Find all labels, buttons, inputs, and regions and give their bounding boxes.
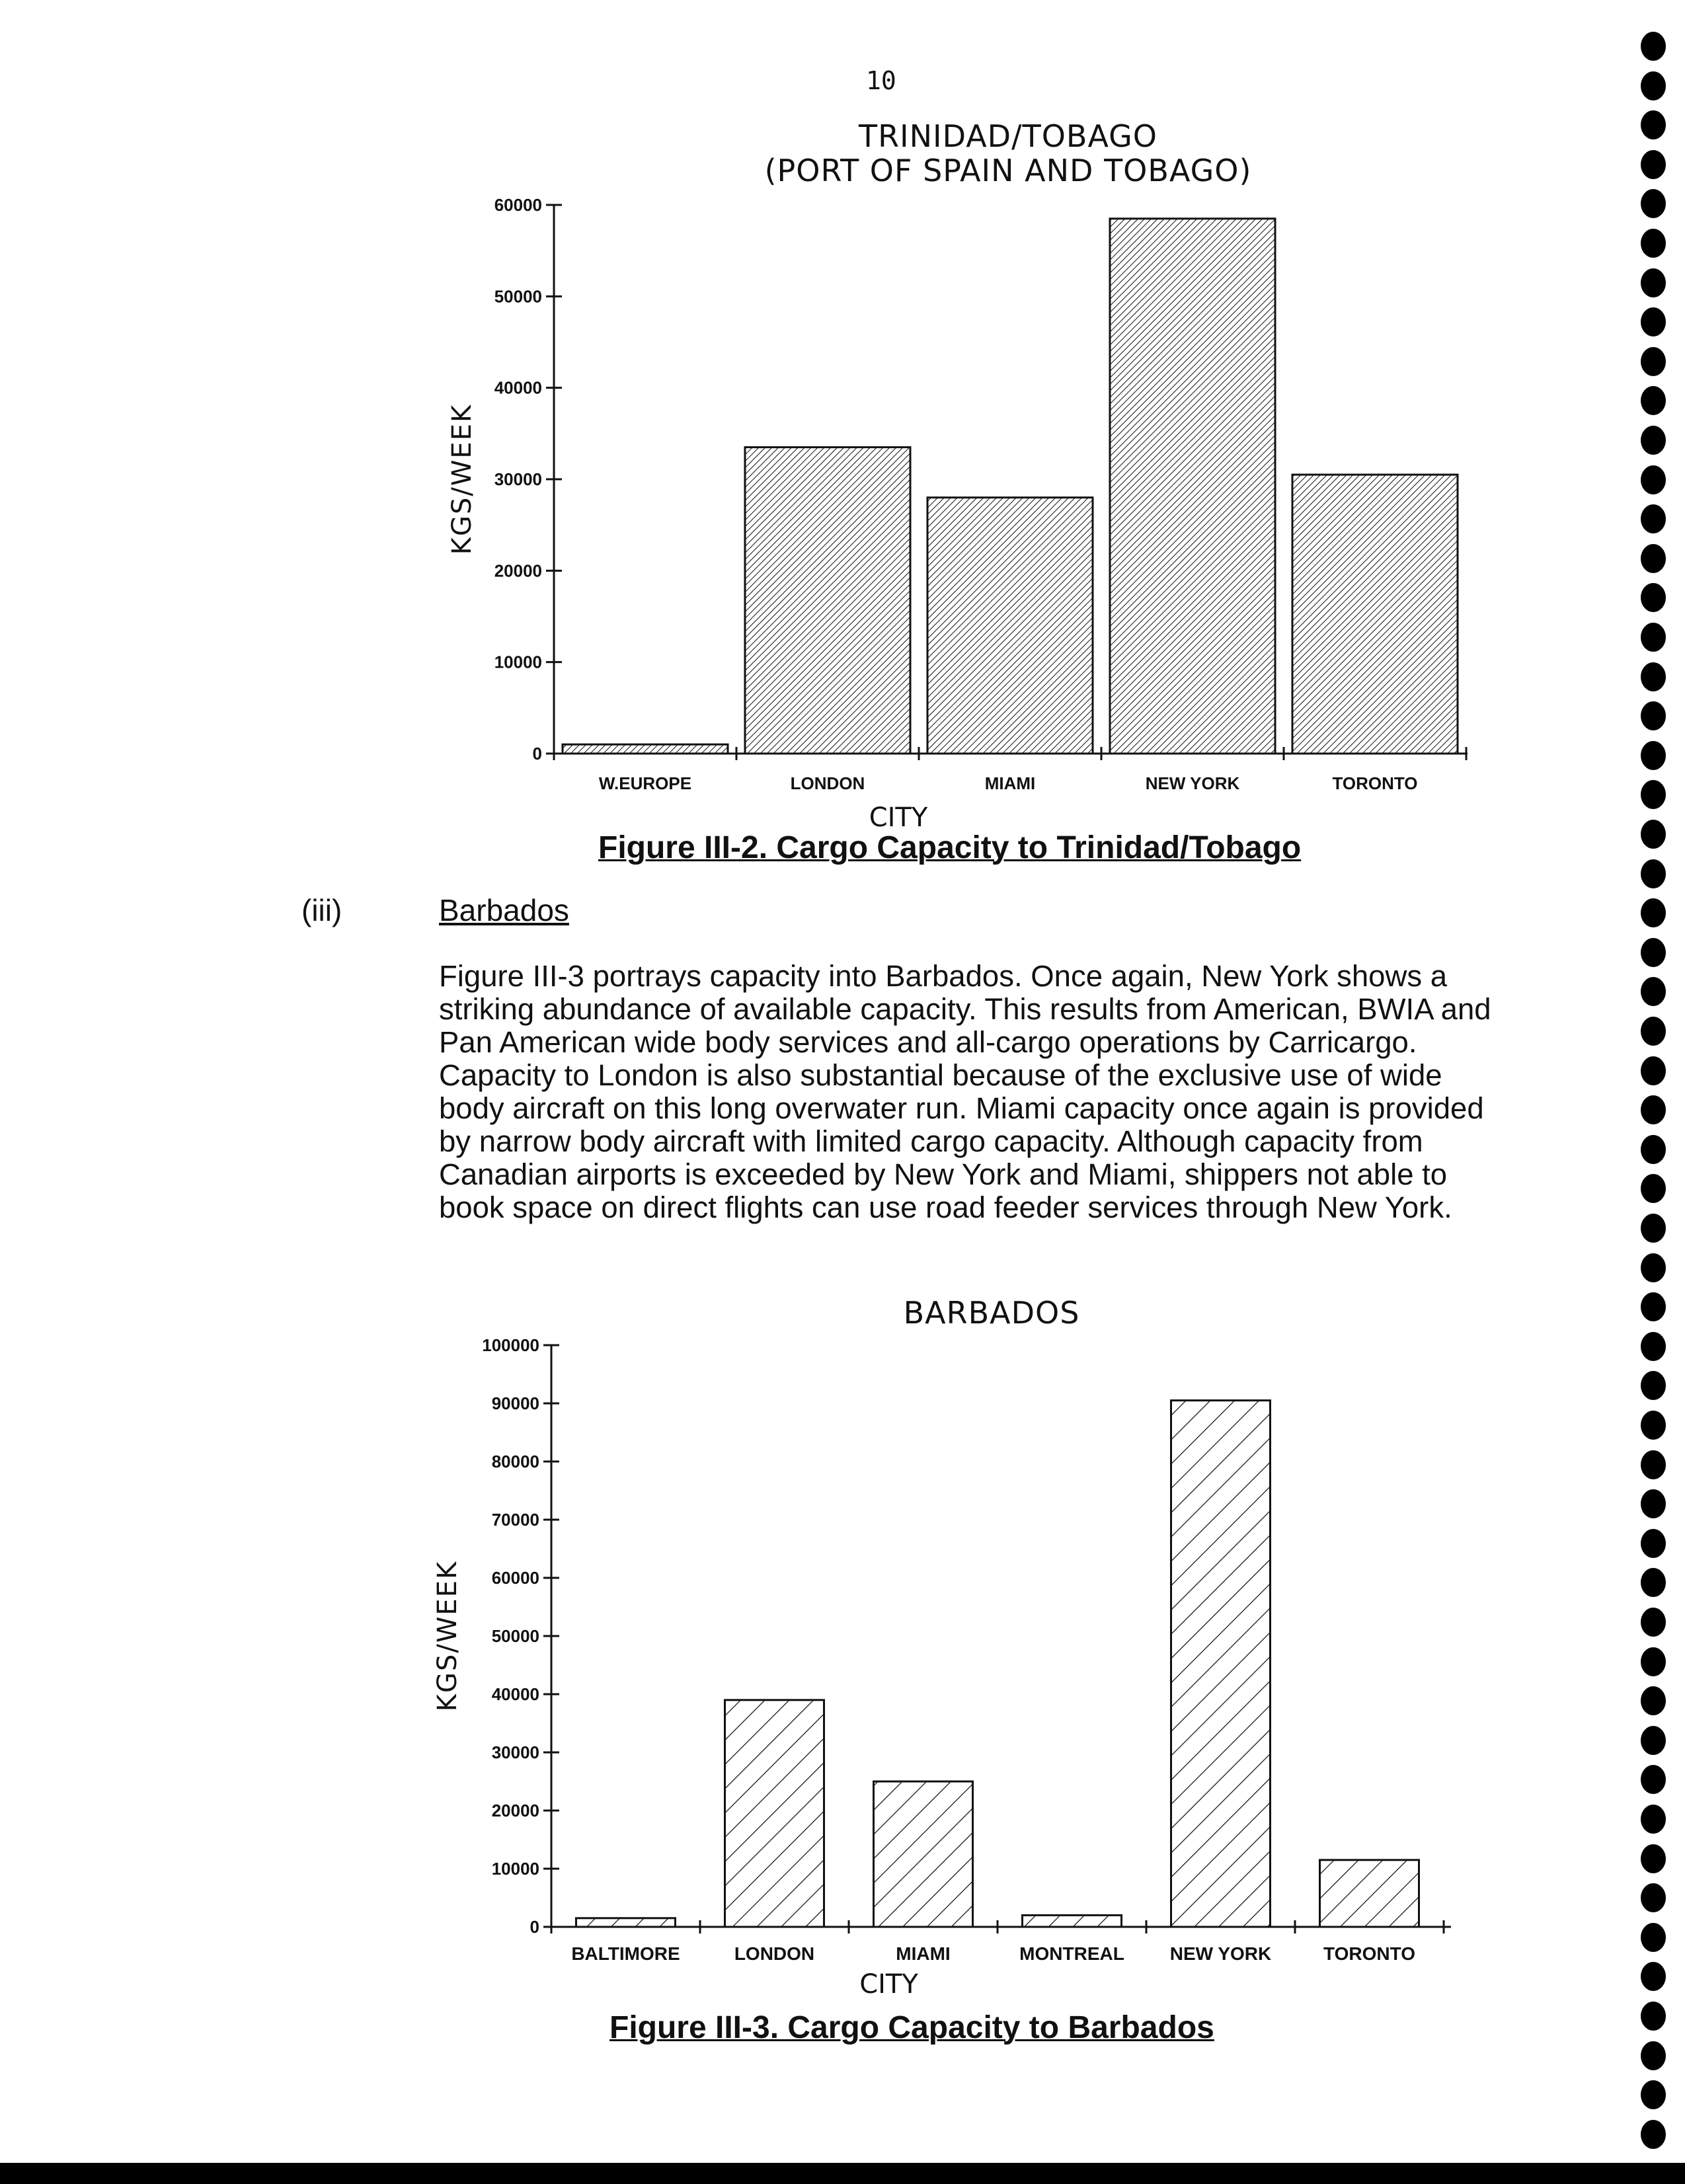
page-number: 10 bbox=[866, 66, 896, 95]
binding-hole bbox=[1641, 977, 1666, 1006]
binding-hole bbox=[1641, 1095, 1666, 1124]
bar-miami bbox=[927, 498, 1093, 754]
binding-hole bbox=[1641, 1489, 1666, 1518]
x-axis-label: CITY bbox=[859, 1969, 918, 2000]
binding-hole bbox=[1641, 701, 1666, 730]
y-tick-label: 80000 bbox=[491, 1452, 539, 1471]
binding-hole bbox=[1641, 268, 1666, 297]
y-tick-label: 20000 bbox=[491, 1801, 539, 1820]
binding-hole bbox=[1641, 820, 1666, 849]
bar-w-europe bbox=[563, 744, 728, 754]
binding-hole bbox=[1641, 1962, 1666, 1991]
trinidad-bar-chart bbox=[0, 178, 1520, 839]
x-axis-label: CITY bbox=[869, 802, 928, 833]
y-axis-label: KGS/WEEK bbox=[447, 403, 477, 555]
binding-hole bbox=[1641, 1450, 1666, 1479]
y-tick-label: 90000 bbox=[491, 1393, 539, 1413]
binding-hole bbox=[1641, 71, 1666, 100]
binding-hole bbox=[1641, 1529, 1666, 1558]
binding-hole bbox=[1641, 189, 1666, 218]
binding-hole bbox=[1641, 1135, 1666, 1164]
x-tick-label: MONTREAL bbox=[1019, 1943, 1124, 1964]
binding-hole bbox=[1641, 347, 1666, 376]
y-tick-label: 0 bbox=[532, 744, 542, 763]
y-tick-label: 20000 bbox=[494, 561, 542, 581]
binding-hole bbox=[1641, 583, 1666, 612]
binding-hole bbox=[1641, 1292, 1666, 1321]
x-tick-label: TORONTO bbox=[1323, 1943, 1415, 1964]
binding-hole bbox=[1641, 2041, 1666, 2070]
y-tick-label: 100000 bbox=[482, 1335, 539, 1355]
barbados-bar-chart bbox=[0, 1322, 1520, 2023]
bar-london bbox=[725, 1700, 824, 1927]
section-number: (iii) bbox=[301, 893, 342, 927]
binding-hole bbox=[1641, 1411, 1666, 1440]
binding-hole bbox=[1641, 938, 1666, 967]
x-tick-label: TORONTO bbox=[1332, 773, 1418, 793]
x-tick-label: NEW YORK bbox=[1169, 1943, 1272, 1964]
binding-hole bbox=[1641, 1726, 1666, 1755]
bar-miami bbox=[874, 1781, 973, 1927]
binding-hole bbox=[1641, 465, 1666, 494]
bar-new-york bbox=[1171, 1401, 1271, 1927]
binding-hole bbox=[1641, 1844, 1666, 1873]
page-bottom-edge bbox=[0, 2163, 1685, 2184]
bar-baltimore bbox=[576, 1918, 676, 1927]
binding-hole bbox=[1641, 307, 1666, 336]
x-tick-label: MIAMI bbox=[896, 1943, 951, 1964]
binding-hole bbox=[1641, 662, 1666, 691]
x-tick-label: LONDON bbox=[734, 1943, 815, 1964]
y-tick-label: 50000 bbox=[491, 1626, 539, 1646]
binding-hole bbox=[1641, 623, 1666, 652]
y-axis-label: KGS/WEEK bbox=[432, 1560, 463, 1712]
binding-hole bbox=[1641, 1332, 1666, 1361]
chart-title-line-1: BARBADOS bbox=[903, 1295, 1080, 1331]
chart-title-line-2: (PORT OF SPAIN AND TOBAGO) bbox=[764, 153, 1252, 188]
binding-hole bbox=[1641, 1253, 1666, 1282]
figure-caption-barbados: Figure III-3. Cargo Capacity to Barbados bbox=[609, 2010, 1214, 2045]
x-tick-label: NEW YORK bbox=[1145, 773, 1240, 793]
bar-london bbox=[745, 448, 910, 754]
y-tick-label: 10000 bbox=[494, 652, 542, 672]
y-tick-label: 40000 bbox=[491, 1684, 539, 1704]
binding-hole bbox=[1641, 1568, 1666, 1597]
binding-hole bbox=[1641, 898, 1666, 927]
y-tick-label: 60000 bbox=[491, 1568, 539, 1588]
binding-hole bbox=[1641, 2080, 1666, 2109]
binding-hole bbox=[1641, 544, 1666, 573]
binding-hole bbox=[1641, 1805, 1666, 1834]
section-paragraph: Figure III-3 portrays capacity into Barbados. Once again, New York shows a striking abundance of available capacity. This results from American, BWIA and Pan American wide body services and all-cargo operations by Carricargo. Capacity to London is also substantial because of the exclusive use of wide body aircraft on this long overwater run. Miami capacity once again is provided by narrow body aircraft with limited cargo capacity. Although capacity from Canadian airports is exceeded by New York and Miami, shippers not able to book space on direct flights can use road feeder services through New York. bbox=[439, 959, 1491, 1224]
binding-hole bbox=[1641, 110, 1666, 139]
x-tick-label: W.EUROPE bbox=[598, 773, 692, 793]
chart-title-trinidad bbox=[661, 119, 1355, 188]
binding-hole bbox=[1641, 1371, 1666, 1400]
chart-title-line-1: TRINIDAD/TOBAGO bbox=[859, 118, 1157, 154]
y-tick-label: 60000 bbox=[494, 195, 542, 215]
figure-caption-trinidad: Figure III-2. Cargo Capacity to Trinidad/Tobago bbox=[598, 830, 1302, 865]
binding-hole bbox=[1641, 32, 1666, 61]
y-tick-label: 30000 bbox=[491, 1742, 539, 1762]
bar-toronto bbox=[1320, 1860, 1419, 1927]
binding-hole bbox=[1641, 504, 1666, 533]
binding-hole bbox=[1641, 1056, 1666, 1085]
binding-hole bbox=[1641, 1686, 1666, 1715]
section-title: Barbados bbox=[439, 893, 569, 927]
binding-hole bbox=[1641, 1923, 1666, 1952]
binding-holes bbox=[1637, 13, 1676, 2155]
x-tick-label: MIAMI bbox=[984, 773, 1036, 793]
binding-hole bbox=[1641, 229, 1666, 258]
x-tick-label: BALTIMORE bbox=[571, 1943, 680, 1964]
binding-hole bbox=[1641, 1883, 1666, 1912]
binding-hole bbox=[1641, 2002, 1666, 2031]
bar-montreal bbox=[1023, 1915, 1122, 1927]
binding-hole bbox=[1641, 780, 1666, 809]
binding-hole bbox=[1641, 426, 1666, 455]
bar-toronto bbox=[1292, 475, 1458, 754]
binding-hole bbox=[1641, 1647, 1666, 1676]
binding-hole bbox=[1641, 386, 1666, 415]
binding-hole bbox=[1641, 741, 1666, 770]
y-tick-label: 30000 bbox=[494, 469, 542, 489]
binding-hole bbox=[1641, 1174, 1666, 1203]
y-tick-label: 50000 bbox=[494, 286, 542, 307]
binding-hole bbox=[1641, 1608, 1666, 1637]
binding-hole bbox=[1641, 859, 1666, 888]
binding-hole bbox=[1641, 150, 1666, 179]
y-tick-label: 0 bbox=[529, 1917, 539, 1937]
binding-hole bbox=[1641, 2120, 1666, 2149]
x-tick-label: LONDON bbox=[790, 773, 865, 793]
y-tick-label: 70000 bbox=[491, 1510, 539, 1530]
binding-hole bbox=[1641, 1765, 1666, 1794]
y-tick-label: 40000 bbox=[494, 377, 542, 398]
binding-hole bbox=[1641, 1214, 1666, 1243]
binding-hole bbox=[1641, 1017, 1666, 1046]
bar-new-york bbox=[1110, 219, 1275, 754]
y-tick-label: 10000 bbox=[491, 1859, 539, 1879]
